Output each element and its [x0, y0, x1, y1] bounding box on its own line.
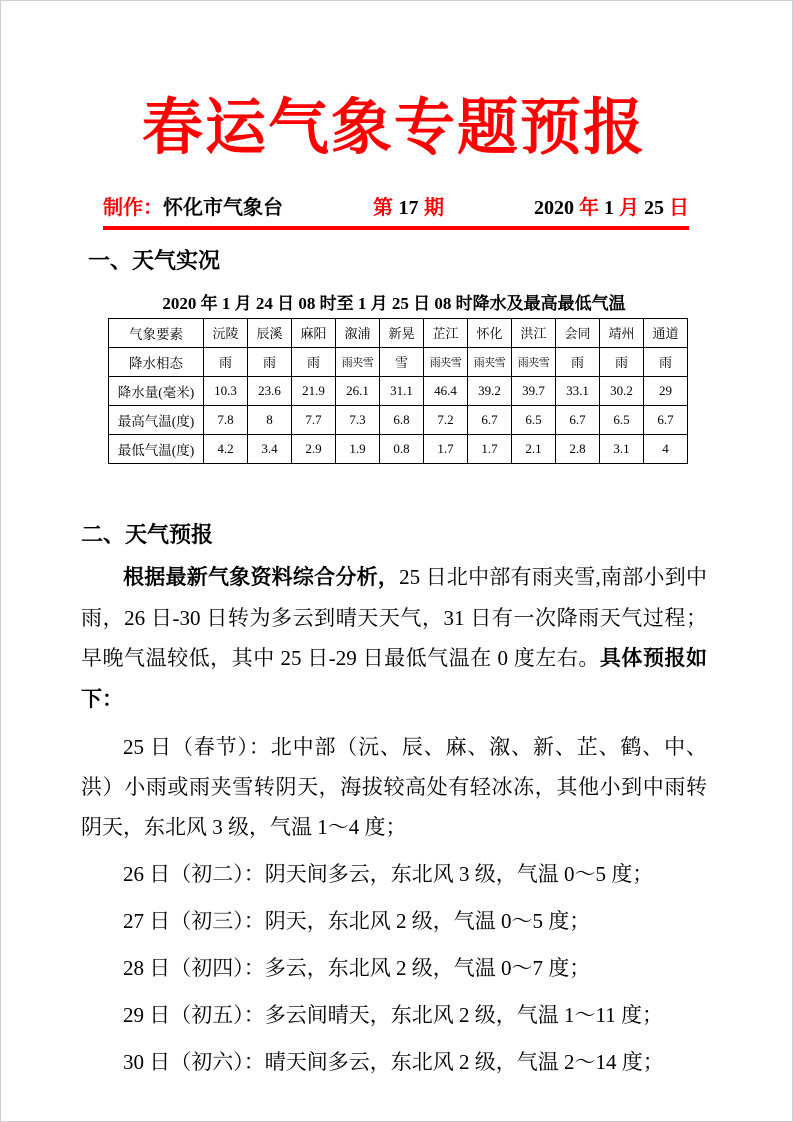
- cell: 6.5: [512, 405, 556, 434]
- forecast-line-29: 29 日（初五）：多云间晴天，东北风 2 级，气温 1～11 度；: [123, 1002, 663, 1027]
- cell: 4: [644, 434, 688, 463]
- cell: 6.7: [556, 405, 600, 434]
- cell: 8: [248, 405, 292, 434]
- cell: 1.7: [424, 434, 468, 463]
- forecast-line-26: 26 日（初二）：阴天间多云，东北风 3 级，气温 0～5 度；: [123, 861, 654, 886]
- cell: 2.1: [512, 434, 556, 463]
- cell: 30.2: [600, 376, 644, 405]
- section1-heading: 一、天气实况: [88, 247, 221, 273]
- cell: 4.2: [204, 434, 248, 463]
- cell: 2.8: [556, 434, 600, 463]
- forecast-line-30: 30 日（初六）：晴天间多云，东北风 2 级，气温 2～14 度；: [123, 1049, 664, 1074]
- cell: 0.8: [380, 434, 424, 463]
- station-header: 麻阳: [292, 318, 336, 347]
- cell: 雨夹雪: [336, 347, 380, 376]
- issue-date: 2020 年 1 月 25 日: [534, 196, 689, 219]
- section-spacer: [81, 464, 707, 504]
- row-label: 降水相态: [109, 347, 204, 376]
- intro-bold-tail: 具体预报如下：: [81, 646, 707, 711]
- cell: 雨夹雪: [512, 347, 556, 376]
- cell: 3.1: [600, 434, 644, 463]
- station-header: 新晃: [380, 318, 424, 347]
- table-row-min-temp: [109, 434, 688, 463]
- cell: 10.3: [204, 376, 248, 405]
- cell: 6.5: [600, 405, 644, 434]
- cell: 6.7: [468, 405, 512, 434]
- station-header: 沅陵: [204, 318, 248, 347]
- meta-row: [103, 191, 689, 220]
- table-row-precip-amount: [109, 376, 688, 405]
- cell: 雨: [204, 347, 248, 376]
- cell: 雨: [248, 347, 292, 376]
- cell: 雨: [556, 347, 600, 376]
- station-header: 靖州: [600, 318, 644, 347]
- cell: 雨: [644, 347, 688, 376]
- row-label: 降水量(毫米): [109, 376, 204, 405]
- cell: 雨夹雪: [468, 347, 512, 376]
- cell: 1.9: [336, 434, 380, 463]
- red-divider: [103, 226, 689, 230]
- cell: 雪: [380, 347, 424, 376]
- producer-label: 制作：: [103, 196, 163, 219]
- forecast-line-25: 25 日（春节）：北中部（沅、辰、麻、溆、新、芷、鹤、中、洪）小雨或雨夹雪转阴天，海拔较高处有轻冰冻，其他小到中雨转阴天，东北风 3 级，气温 1～4 度；: [81, 734, 707, 839]
- intro-text: 25 日北中部有雨夹雪,南部小到中雨，26 日-30 日转为多云到晴天天气，31 日有一次降雨天气过程；早晚气温较低，其中 25 日-29 日最低气温在 0 度左右。: [81, 564, 708, 670]
- station-header: 会同: [556, 318, 600, 347]
- cell: 3.4: [248, 434, 292, 463]
- section2-heading: 二、天气预报: [81, 521, 214, 547]
- cell: 31.1: [380, 376, 424, 405]
- producer-name: 怀化市气象台: [163, 196, 283, 219]
- station-header: 怀化: [468, 318, 512, 347]
- cell: 23.6: [248, 376, 292, 405]
- cell: 7.2: [424, 405, 468, 434]
- forecast-intro-paragraph: [81, 557, 707, 720]
- station-header: 通道: [644, 318, 688, 347]
- forecast-line-27: 27 日（初三）：阴天，东北风 2 级，气温 0～5 度；: [123, 908, 591, 933]
- station-header: 芷江: [424, 318, 468, 347]
- cell: 7.8: [204, 405, 248, 434]
- cell: 29: [644, 376, 688, 405]
- row-label: 最低气温(度): [109, 434, 204, 463]
- cell: 7.3: [336, 405, 380, 434]
- producer: [103, 191, 283, 220]
- cell: 1.7: [468, 434, 512, 463]
- cell: 7.7: [292, 405, 336, 434]
- cell: 6.8: [380, 405, 424, 434]
- cell: 39.7: [512, 376, 556, 405]
- cell: 2.9: [292, 434, 336, 463]
- issue-number: 第 17 期: [372, 196, 445, 219]
- page-title: 春运气象专题预报: [141, 95, 646, 162]
- cell: 33.1: [556, 376, 600, 405]
- table-row-precip-type: [109, 347, 688, 376]
- cell: 雨夹雪: [424, 347, 468, 376]
- cell: 26.1: [336, 376, 380, 405]
- cell: 雨: [292, 347, 336, 376]
- table-title: 2020 年 1 月 24 日 08 时至 1 月 25 日 08 时降水及最高最低气温: [162, 293, 626, 313]
- cell: 46.4: [424, 376, 468, 405]
- cell: 39.2: [468, 376, 512, 405]
- station-header: 溆浦: [336, 318, 380, 347]
- table-header-row: [109, 318, 688, 347]
- station-header: 辰溪: [248, 318, 292, 347]
- table-row-max-temp: [109, 405, 688, 434]
- cell: 雨: [600, 347, 644, 376]
- intro-bold-lead: 根据最新气象资料综合分析，: [123, 565, 400, 589]
- weather-observation-table: [108, 318, 688, 464]
- row-label: 最高气温(度): [109, 405, 204, 434]
- station-header: 洪江: [512, 318, 556, 347]
- cell: 21.9: [292, 376, 336, 405]
- forecast-line-28: 28 日（初四）：多云，东北风 2 级，气温 0～7 度；: [123, 955, 591, 980]
- table-corner-cell: 气象要素: [109, 318, 204, 347]
- cell: 6.7: [644, 405, 688, 434]
